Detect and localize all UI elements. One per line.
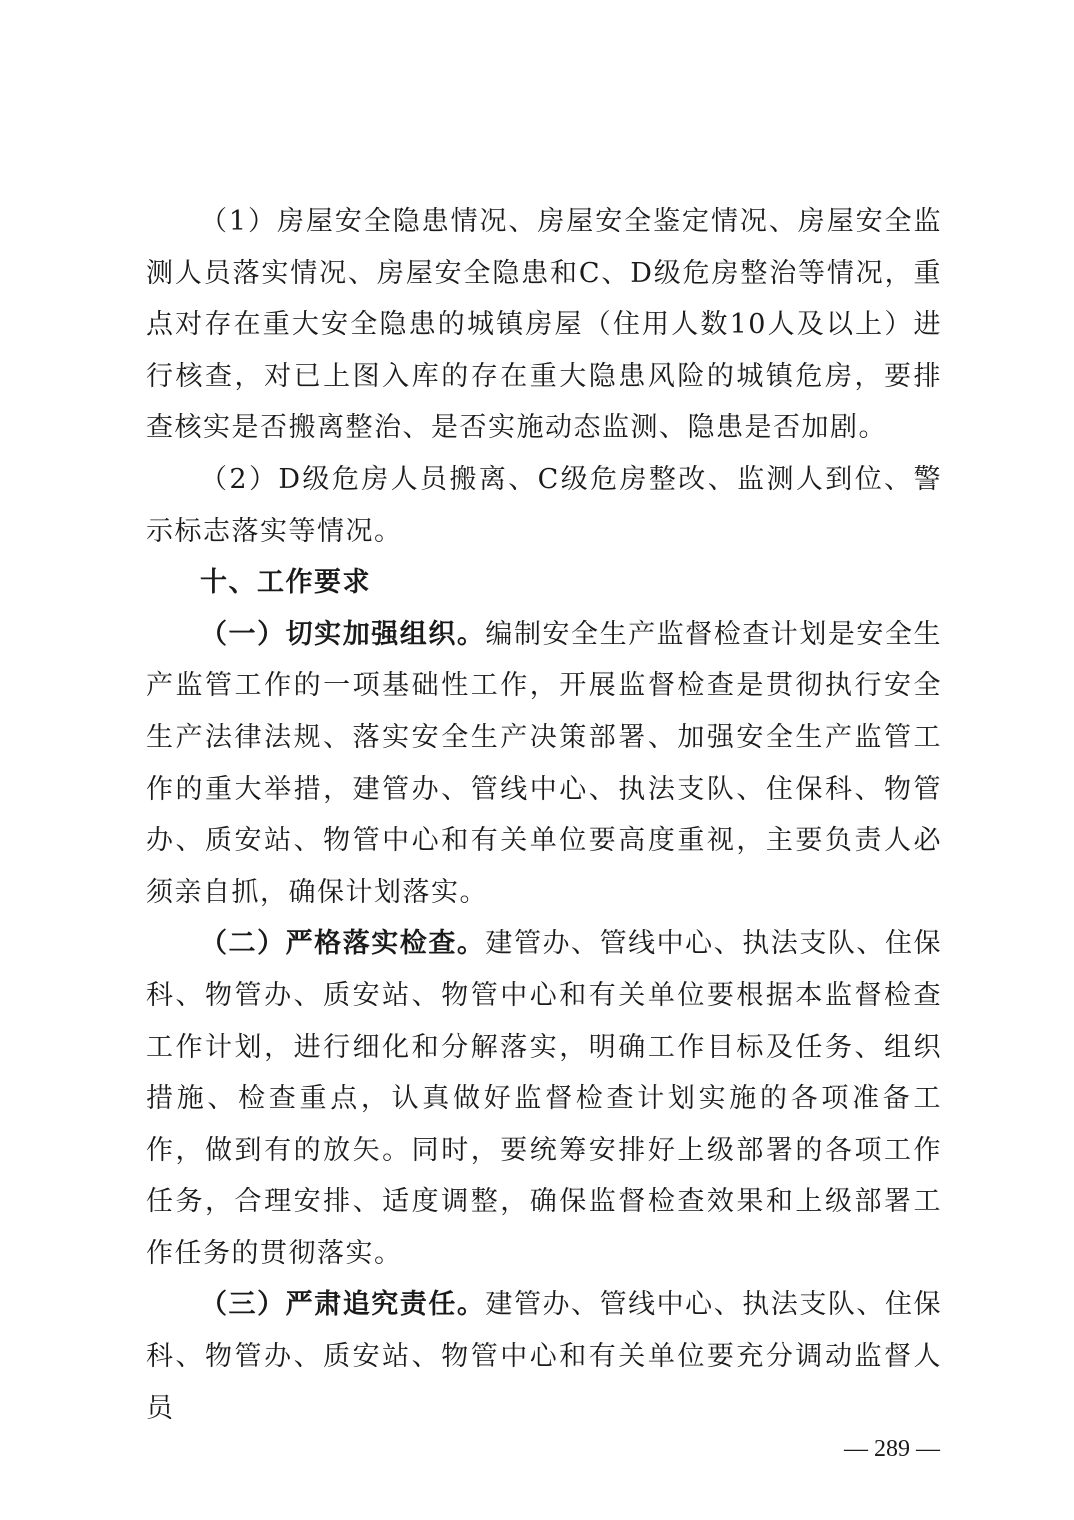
- paragraph-item-2: （2）D级危房人员搬离、C级危房整改、监测人到位、警示标志落实等情况。: [146, 463, 942, 547]
- requirement-1: [146, 609, 942, 919]
- document-body: [146, 196, 942, 1434]
- paragraph-item-1: （1）房屋安全隐患情况、房屋安全鉴定情况、房屋安全监测人员落实情况、房屋安全隐患和C、D级危房整治等情况，重点对存在重大安全隐患的城镇房屋（住用人数10人及以上）进行核查，对已上图入库的存在重大隐患风险的城镇危房，要排查核实是否搬离整治、是否实施动态监测、隐患是否加剧。: [146, 206, 942, 444]
- requirement-1-text: 编制安全生产监督检查计划是安全生产监管工作的一项基础性工作，开展监督检查是贯彻执行安全生产法律法规、落实安全生产决策部署、加强安全生产监管工作的重大举措，建管办、管线中心、执法支队、住保科、物管办、质安站、物管中心和有关单位要高度重视，主要负责人必须亲自抓，确保计划落实。: [146, 618, 943, 908]
- requirement-3-text: 建管办、管线中心、执法支队、住保科、物管办、质安站、物管中心和有关单位要充分调动监督人员: [146, 1289, 943, 1424]
- requirement-2-title: （二）严格落实检查。: [200, 928, 486, 960]
- requirement-2: [146, 918, 942, 1279]
- requirement-1-title: （一）切实加强组织。: [200, 618, 486, 650]
- requirement-2-text: 建管办、管线中心、执法支队、住保科、物管办、质安站、物管中心和有关单位要根据本监督检查工作计划，进行细化和分解落实，明确工作目标及任务、组织措施、检查重点，认真做好监督检查计划实施的各项准备工作，做到有的放矢。同时，要统筹安排好上级部署的各项工作任务，合理安排、适度调整，确保监督检查效果和上级部署工作任务的贯彻落实。: [146, 928, 943, 1269]
- page-number: — 289 —: [844, 1436, 940, 1462]
- requirement-3-title: （三）严肃追究责任。: [200, 1289, 486, 1321]
- section-heading: 十、工作要求: [200, 567, 371, 599]
- requirement-3: [146, 1279, 942, 1434]
